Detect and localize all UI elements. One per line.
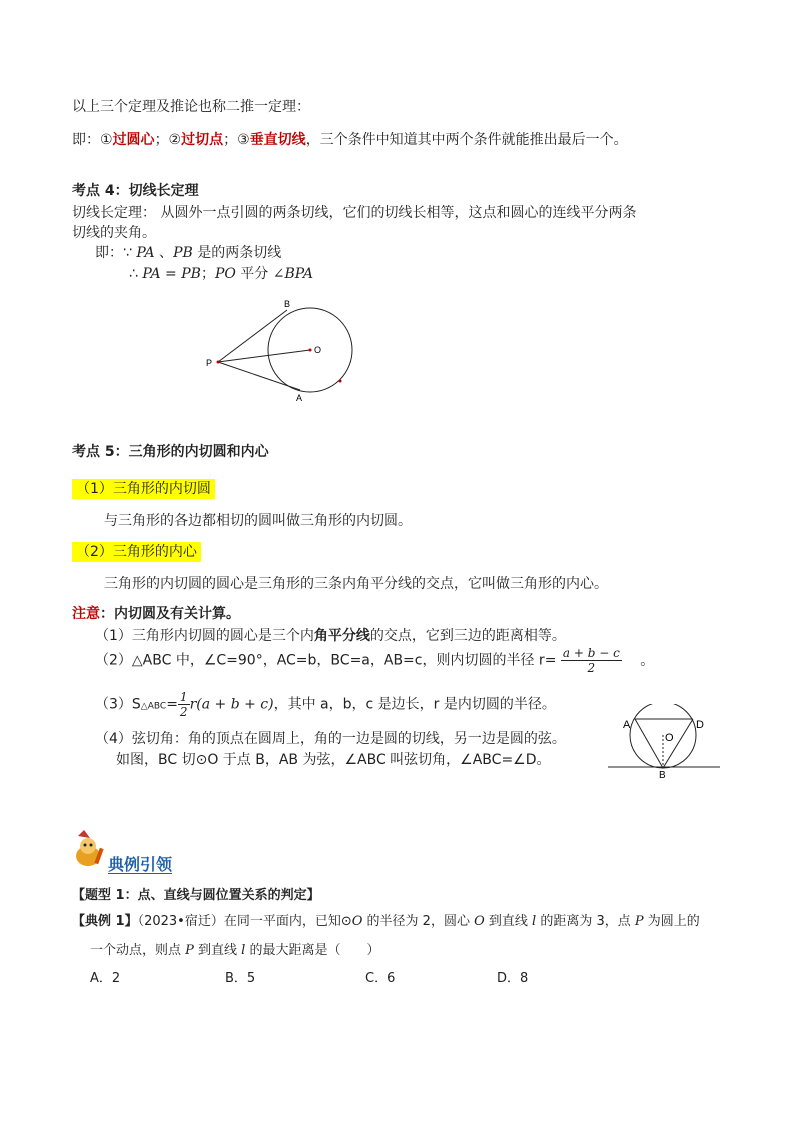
pencil-mascot-icon [70, 828, 106, 868]
kp5-sub2 [72, 541, 201, 561]
condition-perpendicular: 垂直切线 [249, 132, 306, 148]
tangent-length-figure [200, 295, 370, 405]
label-o: O [314, 345, 322, 355]
note-text: （1）三角形内切圆的圆心是三个内 [95, 628, 314, 644]
note-text: （2）△ABC 中，∠C=90°，AC=b，BC=a，AB=c，则内切圆的半径 r= [95, 652, 557, 669]
area-subscript: △ABC [140, 701, 167, 712]
example-text: 到直线 [484, 914, 533, 929]
subheading-highlight: （2）三角形的内心 [72, 542, 201, 562]
example-text: 为圆上的 [643, 914, 700, 929]
note-text: = [166, 696, 178, 713]
proof-text: 平分 [235, 266, 273, 282]
label-p: P [206, 358, 213, 368]
condition-tangent-point: 过切点 [181, 132, 224, 148]
proof-text: ∴ [129, 266, 143, 282]
center-point [309, 349, 312, 352]
intro-line1: 以上三个定理及推论也称二推一定理： [72, 99, 310, 115]
option-d[interactable]: D．8 [497, 971, 529, 986]
math-o: O [351, 914, 363, 929]
note-text: 的交点，它到三边的距离相等。 [369, 628, 566, 644]
math-o: O [474, 914, 485, 929]
label-a: A [296, 393, 303, 403]
half-fraction [178, 690, 190, 719]
kp4-body1: 切线长定理： 从圆外一点引圆的两条切线，它们的切线长相等，这点和圆心的连线平分两条 [72, 205, 637, 221]
proof-text: 、 [154, 245, 174, 261]
math-p: P [185, 943, 194, 958]
option-a[interactable]: A．2 [90, 971, 121, 986]
intro-suffix: ，三个条件中知道其中两个条件就能推出最后一个。 [305, 132, 628, 148]
kp5-sub1 [72, 478, 215, 498]
radius-fraction [561, 646, 622, 675]
example-text: 的半径为 2，圆心 [362, 914, 475, 929]
example-text: 一个动点，则点 [90, 943, 186, 958]
note-text: ，其中 a，b，c 是边长，r 是内切圆的半径。 [273, 696, 556, 713]
label-a: A [623, 719, 631, 731]
proof-text: 是的两条切线 [192, 245, 282, 261]
kp5-sub2-body: 三角形的内切圆的圆心是三角形的三条内角平分线的交点，它叫做三角形的内心。 [104, 576, 608, 592]
fraction-denominator: 2 [179, 705, 188, 719]
note-item-4-line1: （4）弦切角：角的顶点在圆周上，角的一边是圆的切线，另一边是圆的弦。 [95, 731, 566, 747]
intro-line2 [72, 129, 628, 149]
proof-text: 即：∵ [95, 245, 137, 261]
label-b: B [659, 770, 666, 778]
note-heading [72, 603, 240, 623]
example1-line2 [90, 939, 379, 958]
kp4-body2: 切线的夹角。 [72, 225, 156, 241]
fraction-denominator: 2 [587, 661, 596, 675]
example-text: 的最大距离是（ ） [245, 943, 380, 958]
label-d: D [696, 719, 704, 731]
kp4-proof1 [95, 242, 281, 262]
kp4-proof2 [129, 263, 313, 283]
fraction-numerator: a + b − c [562, 646, 620, 660]
kp4-heading: 考点 4：切线长定理 [72, 183, 199, 199]
example-text: （2023•宿迁）在同一平面内，已知⊙ [137, 914, 352, 929]
math-l: l [532, 914, 537, 929]
type1-heading [72, 884, 320, 903]
math-equation: PA = PB [142, 266, 201, 282]
math-pa: PA [136, 245, 155, 261]
chord-tangent-figure [608, 704, 722, 778]
math-angle: ∠BPA [272, 266, 314, 282]
math-pb: PB [173, 245, 193, 261]
examples-title: 典例引领 [108, 855, 173, 874]
label-o: O [665, 732, 674, 744]
kp5-heading: 考点 5：三角形的内切圆和内心 [72, 444, 269, 460]
type-label: 【题型 1：点、直线与圆位置关系的判定】 [72, 888, 320, 903]
note-bold: 角平分线 [313, 628, 370, 644]
note-text: 。 [640, 652, 655, 669]
note-item-3 [95, 690, 556, 719]
option-b[interactable]: B．5 [225, 971, 256, 986]
math-l: l [241, 943, 246, 958]
condition-center: 过圆心 [112, 132, 155, 148]
tangent-pa [218, 362, 300, 390]
note-text: （3）S [95, 696, 141, 713]
example-text: 的距离为 3，点 [536, 914, 635, 929]
note-item-2 [95, 646, 654, 675]
kp5-sub1-body: 与三角形的各边都相切的圆叫做三角形的内切圆。 [104, 513, 412, 529]
option-c[interactable]: C．6 [365, 971, 396, 986]
note-text: ：内切圆及有关计算。 [100, 606, 240, 622]
example1-line1 [72, 910, 700, 929]
area-expression: r(a + b + c) [189, 696, 274, 713]
intro-prefix: 即：① [72, 132, 113, 148]
example-text: 到直线 [193, 943, 242, 958]
label-b: B [284, 299, 291, 309]
circle-point [339, 380, 342, 383]
note-label: 注意 [72, 606, 100, 622]
chord-ab [635, 719, 663, 768]
subheading-highlight: （1）三角形的内切圆 [72, 479, 215, 499]
math-p: P [634, 914, 644, 929]
note-item-4-line2: 如图，BC 切⊙O 于点 B，AB 为弦，∠ABC 叫弦切角，∠ABC=∠D。 [116, 752, 551, 768]
note-item-1 [95, 625, 566, 645]
fraction-numerator: 1 [179, 690, 188, 704]
intro-sep: ；③ [223, 132, 250, 148]
proof-text: ； [200, 266, 215, 282]
example-tag: 【典例 1】 [72, 914, 138, 929]
math-po: PO [214, 266, 236, 282]
intro-sep: ；② [154, 132, 182, 148]
external-point [217, 361, 220, 364]
